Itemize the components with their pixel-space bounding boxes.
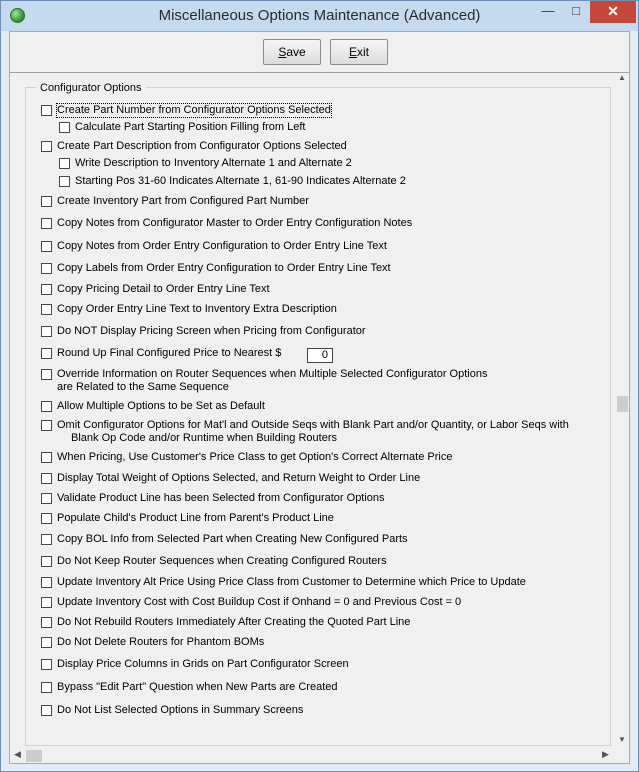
checkbox[interactable] [41, 420, 52, 431]
checkbox[interactable] [41, 196, 52, 207]
option-label: Do Not Rebuild Routers Immediately After Creating the Quoted Part Line [57, 616, 411, 628]
checkbox[interactable] [41, 577, 52, 588]
option-label: Do Not Keep Router Sequences when Creating Configured Routers [57, 555, 387, 567]
checkbox[interactable] [41, 637, 52, 648]
checkbox[interactable] [59, 176, 70, 187]
checkbox[interactable] [41, 556, 52, 567]
save-mnemonic: S [278, 45, 287, 59]
checkbox[interactable] [41, 105, 52, 116]
option-label: Override Information on Router Sequences when Multiple Selected Configurator Options [57, 368, 488, 380]
option-label: Calculate Part Starting Position Filling from Left [75, 121, 306, 133]
checkbox[interactable] [41, 348, 52, 359]
client-area [9, 31, 630, 764]
option-label: Do NOT Display Pricing Screen when Pricing from Configurator [57, 325, 366, 337]
checkbox[interactable] [41, 326, 52, 337]
option-label: Create Part Number from Configurator Options Selected [57, 104, 331, 116]
option-label: Write Description to Inventory Alternate 1 and Alternate 2 [75, 157, 352, 169]
exit-button[interactable] [330, 39, 388, 65]
round-nearest-input[interactable]: 0 [307, 348, 333, 363]
group-title: Configurator Options [36, 82, 146, 94]
exit-mnemonic: E [348, 45, 357, 59]
option-label: Copy Labels from Order Entry Configuration to Order Entry Line Text [57, 262, 391, 274]
checkbox[interactable] [41, 617, 52, 628]
scroll-down-icon[interactable]: ▼ [618, 735, 626, 744]
option-label: Copy Order Entry Line Text to Inventory Extra Description [57, 303, 337, 315]
option-label: Copy Notes from Configurator Master to Order Entry Configuration Notes [57, 217, 413, 229]
option-label: Round Up Final Configured Price to Nearest $ [57, 347, 282, 359]
save-button[interactable] [263, 39, 321, 65]
checkbox[interactable] [41, 218, 52, 229]
option-label: Copy Pricing Detail to Order Entry Line Text [57, 283, 270, 295]
option-label: Copy Notes from Order Entry Configuration to Order Entry Line Text [57, 240, 387, 252]
checkbox[interactable] [41, 513, 52, 524]
option-label: Starting Pos 31-60 Indicates Alternate 1, 61-90 Indicates Alternate 2 [75, 175, 406, 187]
vertical-scrollbar[interactable] [616, 73, 629, 746]
checkbox[interactable] [41, 534, 52, 545]
horizontal-scroll-thumb[interactable] [26, 750, 42, 762]
maximize-icon[interactable]: □ [572, 3, 580, 18]
close-icon[interactable]: ✕ [590, 1, 636, 23]
option-label: When Pricing, Use Customer's Price Class to get Option's Correct Alternate Price [57, 451, 453, 463]
checkbox[interactable] [41, 682, 52, 693]
checkbox[interactable] [41, 241, 52, 252]
checkbox[interactable] [41, 141, 52, 152]
toolbar [10, 32, 629, 72]
option-label: Display Price Columns in Grids on Part Configurator Screen [57, 658, 349, 670]
option-label: Update Inventory Alt Price Using Price Class from Customer to Determine which Price to Update [57, 576, 526, 588]
checkbox[interactable] [41, 263, 52, 274]
option-label: Create Part Description from Configurator Options Selected [57, 140, 347, 152]
option-label: Do Not List Selected Options in Summary Screens [57, 704, 304, 716]
option-label-line2: are Related to the Same Sequence [57, 381, 229, 393]
scroll-right-icon[interactable]: ▶ [602, 749, 609, 759]
save-label: ave [286, 45, 306, 59]
option-label: Validate Product Line has been Selected from Configurator Options [57, 492, 385, 504]
checkbox[interactable] [59, 158, 70, 169]
option-label: Display Total Weight of Options Selected, and Return Weight to Order Line [57, 472, 421, 484]
checkbox[interactable] [41, 705, 52, 716]
checkbox[interactable] [41, 597, 52, 608]
checkbox[interactable] [41, 284, 52, 295]
scroll-up-icon[interactable]: ▲ [618, 73, 626, 82]
vertical-scroll-thumb[interactable] [617, 396, 628, 412]
checkbox[interactable] [41, 304, 52, 315]
option-label: Update Inventory Cost with Cost Buildup Cost if Onhand = 0 and Previous Cost = 0 [57, 596, 462, 608]
option-label: Allow Multiple Options to be Set as Default [57, 400, 265, 412]
checkbox[interactable] [59, 122, 70, 133]
window-title: Miscellaneous Options Maintenance (Advanced) [158, 7, 481, 24]
option-label: Copy BOL Info from Selected Part when Creating New Configured Parts [57, 533, 408, 545]
option-label: Create Inventory Part from Configured Part Number [57, 195, 309, 207]
checkbox[interactable] [41, 452, 52, 463]
option-label-line2: Blank Op Code and/or Runtime when Building Routers [71, 432, 337, 444]
title-bar [1, 1, 638, 31]
scroll-left-icon[interactable]: ◀ [14, 749, 21, 759]
option-label: Populate Child's Product Line from Parent's Product Line [57, 512, 334, 524]
options-scroll-area [10, 72, 629, 764]
horizontal-scrollbar[interactable] [10, 746, 616, 763]
exit-label: xit [357, 45, 369, 59]
checkbox[interactable] [41, 369, 52, 380]
checkbox[interactable] [41, 659, 52, 670]
option-label: Do Not Delete Routers for Phantom BOMs [57, 636, 265, 648]
checkbox[interactable] [41, 401, 52, 412]
option-label: Bypass "Edit Part" Question when New Parts are Created [57, 681, 338, 693]
option-label: Omit Configurator Options for Mat'l and Outside Seqs with Blank Part and/or Quantity, or Labor Seqs with [57, 419, 569, 431]
checkbox[interactable] [41, 493, 52, 504]
checkbox[interactable] [41, 473, 52, 484]
minimize-icon[interactable]: — [541, 3, 555, 18]
